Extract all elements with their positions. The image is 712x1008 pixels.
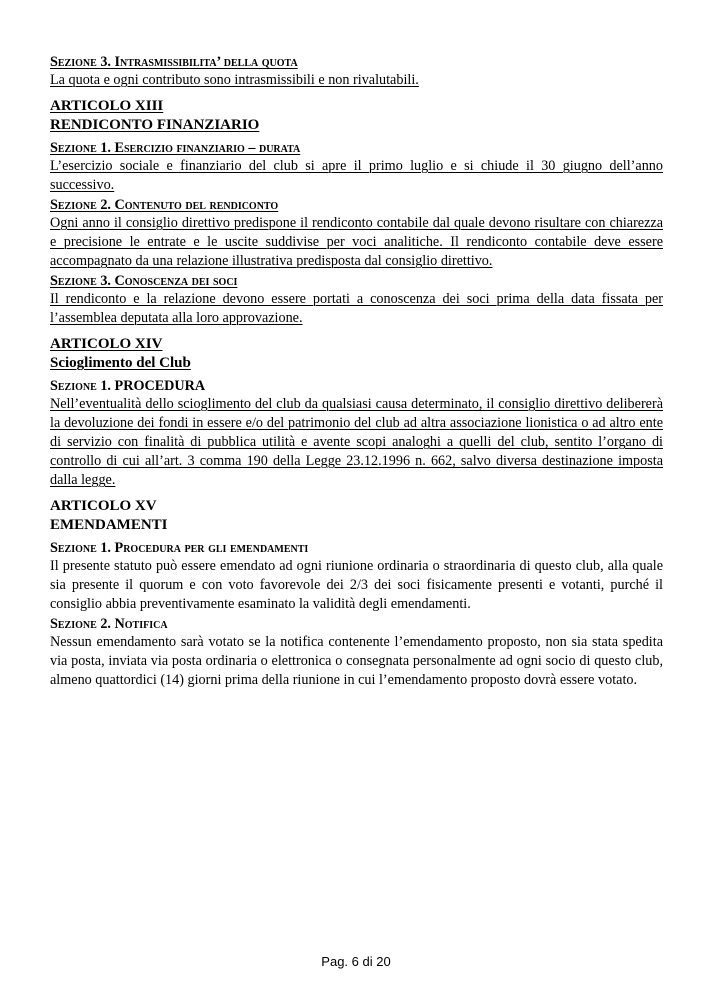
article-xv-title bbox=[50, 497, 663, 535]
section-notifica bbox=[50, 616, 663, 690]
section-heading: Sezione 1. Procedura per gli emendamenti bbox=[50, 540, 309, 556]
article-title-line: ARTICOLO XIII bbox=[50, 98, 164, 114]
section-body: Nell’eventualità dello scioglimento del club da qualsiasi causa determinato, il consiglio direttivo delibererà la devoluzione dei fondi in essere e/o del patrimonio del club ad altra associazione lionistica o ad altro ente di servizio con finalità di pubblica utilità e avente scopi analoghi a quelli del club, sentito l’organo di controllo di cui all’art. 3 comma 190 della Legge 23.12.1996 n. 662, salvo diversa destinazione imposta dalla legge. bbox=[50, 396, 663, 488]
section-procedura-scioglimento bbox=[50, 378, 663, 490]
article-subtitle-line: Scioglimento del Club bbox=[50, 355, 191, 371]
section-heading: Sezione 2. Contenuto del rendiconto bbox=[50, 197, 279, 213]
article-title-line: ARTICOLO XV bbox=[50, 498, 157, 514]
section-esercizio-finanziario bbox=[50, 140, 663, 195]
section-heading: Sezione 1. PROCEDURA bbox=[50, 378, 206, 394]
section-heading: Sezione 3. Conoscenza dei soci bbox=[50, 273, 238, 289]
section-body: Il presente statuto può essere emendato ad ogni riunione ordinaria o straordinaria di questo club, alla quale sia presente il quorum e con voto favorevole dei 2/3 dei soci fisicamente presenti e votanti, purché il consiglio abbia preventivamente esaminato la validità degli emendamenti. bbox=[50, 558, 663, 612]
section-quota bbox=[50, 54, 663, 90]
article-xiii-title bbox=[50, 97, 663, 135]
page-number: Pag. 6 di 20 bbox=[321, 954, 391, 969]
article-subtitle-line: RENDICONTO FINANZIARIO bbox=[50, 117, 260, 133]
section-contenuto-rendiconto bbox=[50, 197, 663, 271]
article-title-line: ARTICOLO XIV bbox=[50, 336, 163, 352]
section-conoscenza-soci bbox=[50, 273, 663, 328]
section-heading: Sezione 3. Intrasmissibilita’ della quota bbox=[50, 54, 298, 70]
article-xiv-title bbox=[50, 335, 663, 373]
section-heading: Sezione 2. Notifica bbox=[50, 616, 168, 632]
page-content bbox=[50, 54, 663, 692]
section-body: Ogni anno il consiglio direttivo predispone il rendiconto contabile dal quale devono risultare con chiarezza e precisione le entrate e le uscite suddivise per voci analitiche. Il rendiconto contabile deve essere accompagnato da una relazione illustrativa predisposta dal consiglio direttivo. bbox=[50, 215, 663, 269]
section-body: Il rendiconto e la relazione devono essere portati a conoscenza dei soci prima della data fissata per l’assemblea deputata alla loro approvazione. bbox=[50, 291, 663, 326]
section-procedura-emendamenti bbox=[50, 540, 663, 614]
section-body: L’esercizio sociale e finanziario del club si apre il primo luglio e si chiude il 30 giugno dell’anno successivo. bbox=[50, 158, 663, 193]
section-body: Nessun emendamento sarà votato se la notifica contenente l’emendamento proposto, non sia stata spedita via posta, inviata via posta ordinaria o elettronica o consegnata personalmente ad ogni socio di questo club, almeno quattordici (14) giorni prima della riunione in cui l’emendamento proposto dovrà essere votato. bbox=[50, 634, 663, 688]
section-body: La quota e ogni contributo sono intrasmissibili e non rivalutabili. bbox=[50, 72, 419, 88]
section-heading: Sezione 1. Esercizio finanziario – durata bbox=[50, 140, 301, 156]
article-subtitle-line: EMENDAMENTI bbox=[50, 517, 168, 533]
